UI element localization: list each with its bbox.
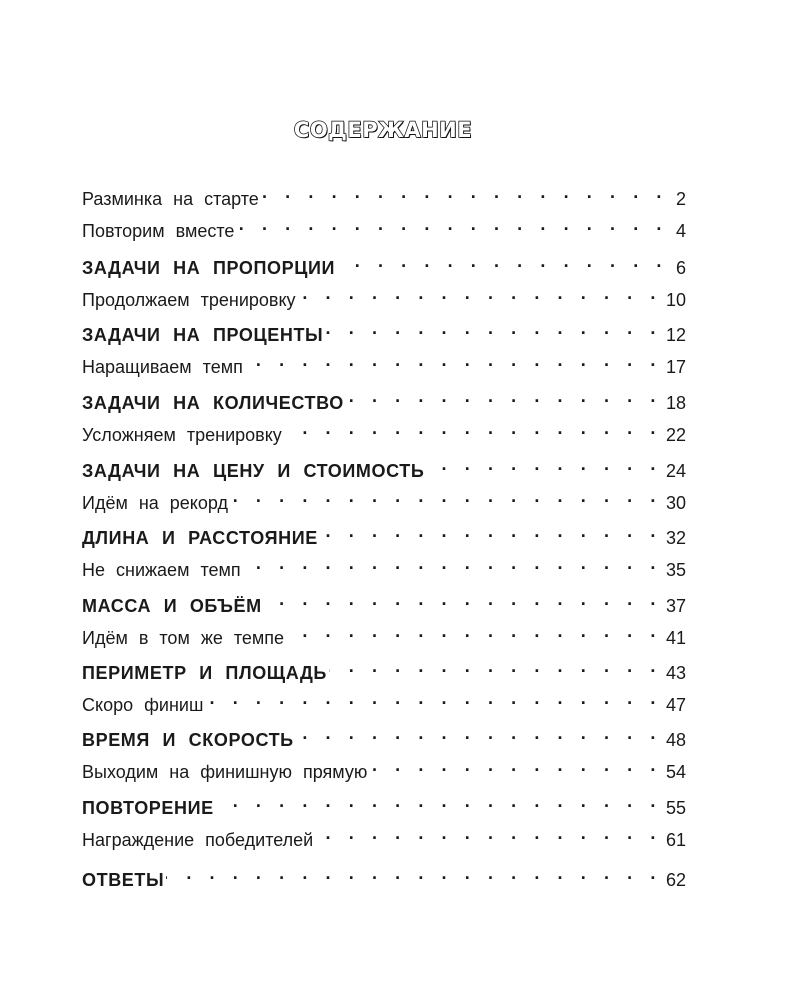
toc-page-number: 22 (665, 425, 686, 445)
dot-leader (426, 451, 662, 477)
dot-leader (315, 820, 662, 846)
toc-entry-label: ЗАДАЧИ НА ПРОПОРЦИИ (82, 258, 336, 278)
toc-entry-label: Не снижаем темп (82, 560, 241, 580)
dot-leader (205, 685, 662, 711)
toc-entry-label: Наращиваем темп (82, 357, 243, 377)
dot-leader (245, 347, 662, 373)
toc-entry-label: Разминка на старте (82, 189, 259, 209)
dot-leader (329, 653, 662, 679)
table-of-contents (82, 0, 686, 1000)
toc-page-number: 4 (675, 221, 686, 241)
toc-entry-label: Скоро финиш (82, 695, 204, 715)
toc-entry-label: Продолжаем тренировку (82, 290, 296, 310)
toc-page-number: 37 (665, 596, 686, 616)
toc-page-number: 12 (665, 325, 686, 345)
toc-entry (82, 483, 686, 513)
toc-entry-label: ВРЕМЯ И СКОРОСТЬ (82, 730, 294, 750)
toc-page-number: 55 (665, 798, 686, 818)
toc-page-number: 62 (665, 870, 686, 890)
toc-page-number: 18 (665, 393, 686, 413)
dot-leader (230, 483, 662, 509)
toc-section-entry (82, 788, 686, 818)
dot-leader (243, 550, 662, 576)
toc-entry (82, 179, 686, 209)
dot-leader (216, 788, 662, 814)
toc-section-entry (82, 315, 686, 345)
toc-entry-label: Выходим на финишную прямую (82, 762, 368, 782)
toc-entry (82, 752, 686, 782)
dot-leader (284, 415, 662, 441)
toc-entry-label: ЗАДАЧИ НА ЦЕНУ И СТОИМОСТЬ (82, 461, 425, 481)
toc-entry-label: Идём в том же темпе (82, 628, 285, 648)
toc-page-number: 61 (665, 830, 686, 850)
toc-section-entry (82, 860, 686, 890)
toc-entry (82, 280, 686, 310)
toc-section-entry (82, 248, 686, 278)
dot-leader (286, 618, 662, 644)
page-title: СОДЕРЖАНИЕ (293, 118, 473, 142)
toc-entry-label: Усложняем тренировку (82, 425, 282, 445)
toc-entry (82, 347, 686, 377)
dot-leader (166, 860, 662, 886)
toc-page-number: 47 (665, 695, 686, 715)
toc-entry-label: Повторим вместе (82, 221, 235, 241)
dot-leader (325, 315, 662, 341)
dot-leader (298, 280, 662, 306)
toc-entry-label: ПОВТОРЕНИЕ (82, 798, 214, 818)
toc-entry-label: ЗАДАЧИ НА ПРОЦЕНТЫ (82, 325, 324, 345)
toc-section-entry (82, 586, 686, 616)
dot-leader (337, 248, 668, 274)
toc-page-number: 2 (675, 189, 686, 209)
toc-section-entry (82, 451, 686, 481)
toc-entry (82, 550, 686, 580)
toc-page-number: 32 (665, 528, 686, 548)
toc-entry-label: ОТВЕТЫ (82, 870, 165, 890)
toc-section-entry (82, 720, 686, 750)
dot-leader (296, 720, 662, 746)
toc-section-entry (82, 383, 686, 413)
dot-leader (264, 586, 662, 612)
toc-entry-label: Награждение победителей (82, 830, 314, 850)
toc-page-number: 10 (665, 290, 686, 310)
toc-page-number: 41 (665, 628, 686, 648)
dot-leader (261, 179, 668, 205)
toc-entry (82, 211, 686, 241)
toc-entry (82, 685, 686, 715)
toc-entry-label: ПЕРИМЕТР И ПЛОЩАДЬ (82, 663, 327, 683)
dot-leader (369, 752, 662, 778)
toc-page-number: 30 (665, 493, 686, 513)
toc-entry-label: МАССА И ОБЪЁМ (82, 596, 262, 616)
toc-entry (82, 820, 686, 850)
dot-leader (236, 211, 668, 237)
dot-leader (346, 383, 662, 409)
toc-section-entry (82, 653, 686, 683)
toc-page-number: 24 (665, 461, 686, 481)
toc-page-number: 6 (675, 258, 686, 278)
toc-entry-label: ЗАДАЧИ НА КОЛИЧЕСТВО (82, 393, 344, 413)
toc-page-number: 17 (665, 357, 686, 377)
toc-page-number: 54 (665, 762, 686, 782)
dot-leader (320, 518, 662, 544)
toc-page-number: 35 (665, 560, 686, 580)
toc-entry (82, 415, 686, 445)
toc-page-number: 48 (665, 730, 686, 750)
toc-entry-label: ДЛИНА И РАССТОЯНИЕ (82, 528, 318, 548)
toc-page-number: 43 (665, 663, 686, 683)
toc-section-entry (82, 518, 686, 548)
toc-entry (82, 618, 686, 648)
toc-entry-label: Идём на рекорд (82, 493, 228, 513)
